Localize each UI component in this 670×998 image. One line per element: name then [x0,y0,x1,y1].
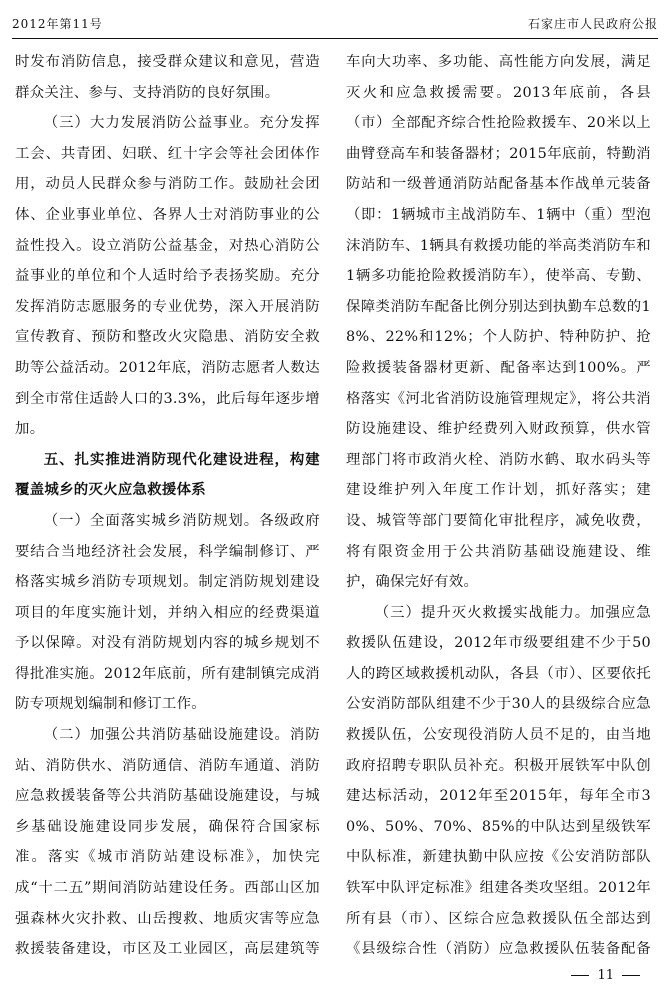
footer-dash [622,975,640,976]
paragraph: 时发布消防信息，接受群众建议和意见，营造群众关注、参与、支持消防的良好氛围。 [15,54,320,101]
paragraph: （三）提升灭火救援实战能力。加强应急救援队伍建设，2012年市级要组建不少于50人的跨区域救援机动队，各县（市）、区要依托公安消防部队组建不少于30人的县级综合应急救援队伍，公安现役消防人员不足的，由当地政府招聘专职队员补充。积极开展铁军中队创建达标活动，2012年至2015年，每年全市30%、50%、70%、85%的中队达到星级铁军中队标准，新建执勤中队应按《公安消防部队铁军中队评定标准》组建各类攻坚组。2012年所有县（市）、区综合应急救援队伍全部达到《县级综合性（消防）应急救援队伍装备配备 [346,604,651,957]
page-number: 11 [597,968,614,983]
paragraph: （一）全面落实城乡消防规划。各级政府要结合当地经济社会发展，科学编制修订、严格落实城乡消防专项规划。制定消防规划建设项目的年度实施计划，并纳入相应的经费渠道予以保障。对没有消防规划内容的城乡规划不得批准实施。2012年底前，所有建制镇完成消防专项规划编制和修订工作。 [15,512,320,713]
paragraph: （三）大力发展消防公益事业。充分发挥工会、共青团、妇联、红十字会等社会团体作用，动员人民群众参与消防工作。鼓励社会团体、企业事业单位、各界人士对消防事业的公益性投入。设立消防公益基金，对热心消防公益事业的单位和个人适时给予表扬奖励。充分发挥消防志愿服务的专业优势，深入开展消防宣传教育、预防和整改火灾隐患、消防安全救助等公益活动。2012年底，消防志愿者人数达到全市常住适龄人口的3.3%，此后每年逐步增加。 [15,115,320,438]
left-column [15,47,320,957]
footer-dash [571,975,589,976]
page-header [12,4,658,39]
section-heading: 五、扎实推进消防现代化建设进程，构建覆盖城乡的灭火应急救援体系 [15,451,320,499]
page-footer [571,968,640,983]
issue-label: 2012年第11号 [12,17,103,31]
publication-title: 石家庄市人民政府公报 [527,17,658,31]
paragraph: 车向大功率、多功能、高性能方向发展，满足灭火和应急救援需要。2013年底前，各县（市）全部配齐综合性抢险救援车、20米以上曲臂登高车和装备器材；2015年底前，特勤消防站和一级普通消防站配备基本作战单元装备（即：1辆城市主战消防车、1辆中（重）型泡沫消防车、1辆具有救援功能的举高类消防车和1辆多功能抢险救援消防车），使举高、专勤、保障类消防车配备比例分别达到执勤车总数的18%、22%和12%；个人防护、特种防护、抢险救援装备器材更新、配备率达到100%。严格落实《河北省消防设施管理规定》，将公共消防设施建设、维护经费列入财政预算，供水管理部门将市政消火栓、消防水鹤、取水码头等建设维护列入年度工作计划，抓好落实；建设、城管等部门要简化审批程序，减免收费，将有限资金用于公共消防基础设施建设、维护，确保完好有效。 [346,54,651,591]
right-column [346,47,651,957]
paragraph: （二）加强公共消防基础设施建设。消防站、消防供水、消防通信、消防车通道、消防应急救援装备等公共消防基础设施建设，与城乡基础设施建设同步发展，确保符合国家标准。落实《城市消防站建设标准》，加快完成“十二五”期间消防站建设任务。西部山区加强森林火灾扑救、山岳搜救、地质灾害等应急救援装备建设，市区及工业园区，高层建筑等 [15,727,320,957]
